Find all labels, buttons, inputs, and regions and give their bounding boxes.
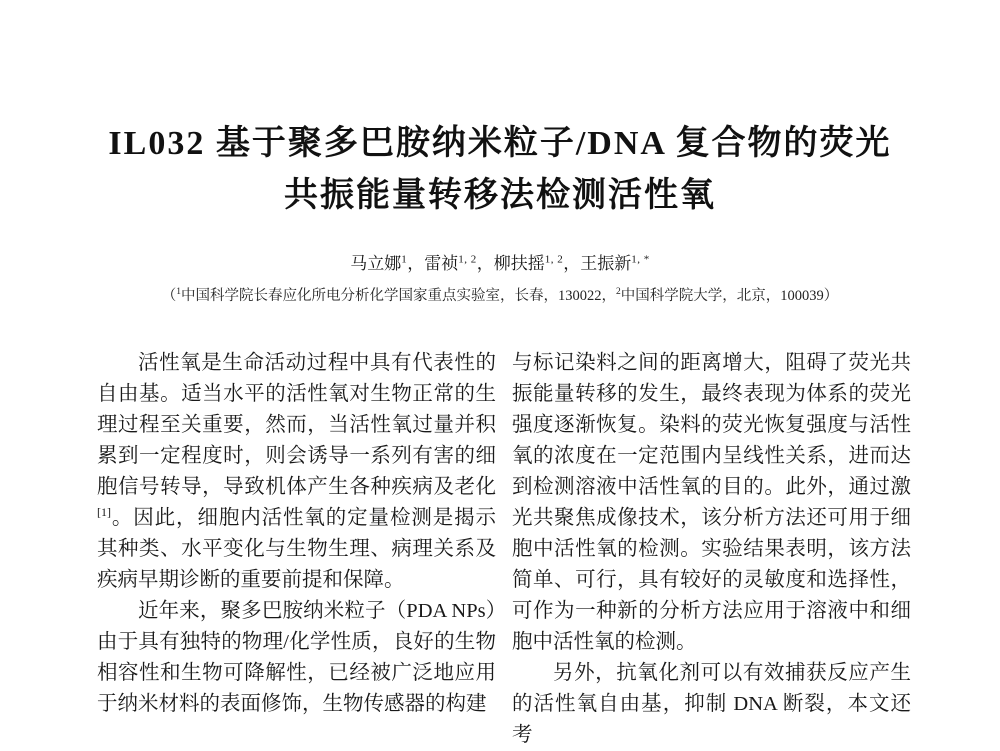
affiliation-line: （$^1$中国科学院长春应化所电分析化学国家重点实验室，长春，130022，$^2$中国科学院大学，北京，100039） [161,287,839,304]
paper-title [0,118,1000,222]
right-paragraph-2: 另外，抗氧化剂可以有效捕获反应产生的活性氧自由基，抑制 DNA 断裂，本文还考 [512,662,911,746]
paper-title-line2: 共振能量转移法检测活性氧 [284,177,716,214]
right-column [512,348,911,751]
authors-line: 马立娜$^1$，雷祯$^{1, 2}$，柳扶摇$^{1, 2}$，王振新$^{1, *}$ [350,253,650,273]
abstract-body [97,348,911,751]
left-column [97,348,496,751]
left-paragraph-1: 活性氧是生命活动过程中具有代表性的自由基。适当水平的活性氧对生物正常的生理过程至关重要，然而，当活性氧过量并积累到一定程度时，则会诱导一系列有害的细胞信号转导，导致机体产生各种疾病及老化[1]。因此，细胞内活性氧的定量检测是揭示其种类、水平变化与生物生理、病理关系及疾病早期诊断的重要前提和保障。 [97,352,496,591]
left-paragraph-2: 近年来，聚多巴胺纳米粒子（PDA NPs）由于具有独特的物理/化学性质，良好的生物相容性和生物可降解性，已经被广泛地应用于纳米材料的表面修饰，生物传感器的构建 [97,600,496,715]
right-paragraph-1: 与标记染料之间的距离增大，阻碍了荧光共振能量转移的发生，最终表现为体系的荧光强度逐渐恢复。染料的荧光恢复强度与活性氧的浓度在一定范围内呈线性关系，进而达到检测溶液中活性氧的目的。此外，通过激光共聚焦成像技术，该分析方法还可用于细胞中活性氧的检测。实验结果表明，该方法简单、可行，具有较好的灵敏度和选择性，可作为一种新的分析方法应用于溶液中和细胞中活性氧的检测。 [512,352,911,653]
paper-title-line1: IL032 基于聚多巴胺纳米粒子/DNA 复合物的荧光 [108,125,892,162]
